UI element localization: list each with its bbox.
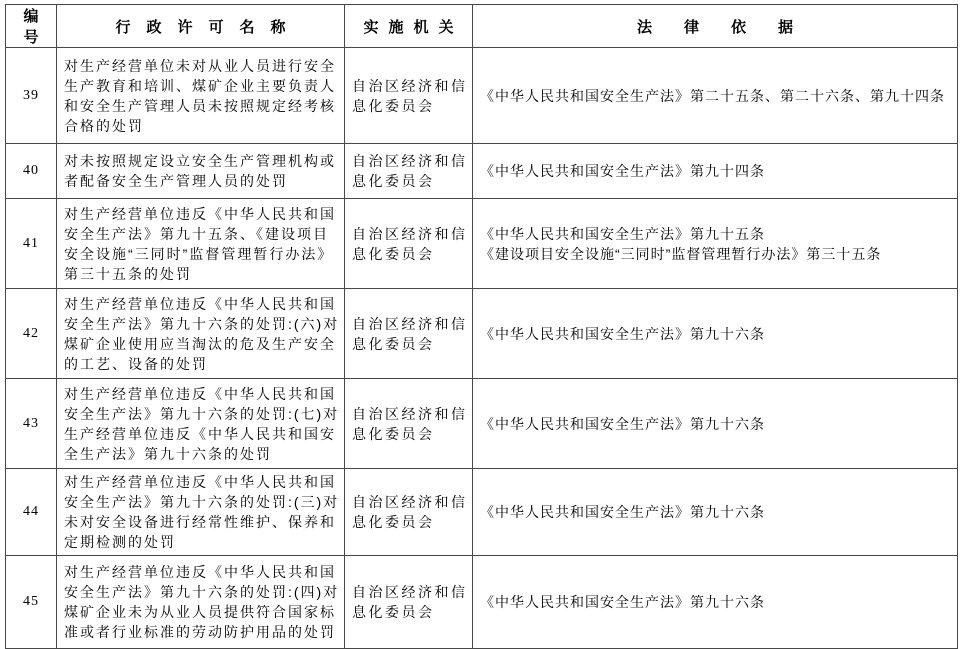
header-serial-number: 编号 [6,5,57,48]
legal-basis-line: 《中华人民共和国安全生产法》第九十六条 [480,504,765,520]
implementing-agency: 自治区经济和信息化委员会 [345,289,473,379]
document-page [0,4,962,638]
row-serial-number: 45 [6,556,57,649]
header-legal-basis: 法律依据 [473,5,958,48]
table-row [6,379,958,469]
row-serial-number: 44 [6,469,57,556]
legal-basis [473,379,958,469]
permission-name: 对生产经营单位未对从业人员进行安全生产教育和培训、煤矿企业主要负责人和安全生产管理人员未按照规定经考核合格的处罚 [57,48,345,144]
row-serial-number: 40 [6,144,57,199]
implementing-agency: 自治区经济和信息化委员会 [345,379,473,469]
implementing-agency: 自治区经济和信息化委员会 [345,469,473,556]
legal-basis-line: 《中华人民共和国安全生产法》第九十六条 [480,415,765,432]
implementing-agency: 自治区经济和信息化委员会 [345,48,473,144]
legal-basis-line: 《中华人民共和国安全生产法》第九十五条 [480,225,765,242]
header-agency: 实施机关 [345,5,473,48]
table-row [6,48,958,144]
permission-name: 对生产经营单位违反《中华人民共和国安全生产法》第九十五条、《建设项目安全设施“三同时”监督管理暂行办法》第三十五条的处罚 [57,199,345,289]
table-row [6,289,958,379]
header-row [6,5,958,48]
legal-basis [473,48,958,144]
implementing-agency: 自治区经济和信息化委员会 [345,144,473,199]
table-body [6,48,958,649]
row-serial-number: 41 [6,199,57,289]
administrative-permissions-table [5,4,958,649]
legal-basis-line: 《中华人民共和国安全生产法》第九十六条 [480,325,765,342]
legal-basis [473,469,958,556]
row-serial-number: 43 [6,379,57,469]
legal-basis-line: 《中华人民共和国安全生产法》第九十四条 [480,163,765,179]
legal-basis-line: 《中华人民共和国安全生产法》第九十六条 [480,594,765,610]
legal-basis-line: 《建设项目安全设施“三同时”监督管理暂行办法》第三十五条 [480,245,882,262]
table-row [6,556,958,649]
header-permission-name: 行政许可名称 [57,5,345,48]
table-row [6,199,958,289]
legal-basis-line: 《中华人民共和国安全生产法》第二十五条、第二十六条、第九十四条 [480,87,945,104]
permission-name: 对生产经营单位违反《中华人民共和国安全生产法》第九十六条的处罚:(七)对生产经营单位违反《中华人民共和国安全生产法》第九十六条的处罚 [57,379,345,469]
implementing-agency: 自治区经济和信息化委员会 [345,556,473,649]
legal-basis [473,289,958,379]
table-row [6,469,958,556]
legal-basis [473,556,958,649]
row-serial-number: 39 [6,48,57,144]
permission-name: 对生产经营单位违反《中华人民共和国安全生产法》第九十六条的处罚:(六)对煤矿企业使用应当淘汰的危及生产安全的工艺、设备的处罚 [57,289,345,379]
legal-basis [473,144,958,199]
table-row [6,144,958,199]
permission-name: 对未按照规定设立安全生产管理机构或者配备安全生产管理人员的处罚 [57,144,345,199]
implementing-agency: 自治区经济和信息化委员会 [345,199,473,289]
permission-name: 对生产经营单位违反《中华人民共和国安全生产法》第九十六条的处罚:(四)对煤矿企业未为从业人员提供符合国家标准或者行业标准的劳动防护用品的处罚 [57,556,345,649]
legal-basis [473,199,958,289]
permission-name: 对生产经营单位违反《中华人民共和国安全生产法》第九十六条的处罚:(三)对未对安全设备进行经常性维护、保养和定期检测的处罚 [57,469,345,556]
row-serial-number: 42 [6,289,57,379]
